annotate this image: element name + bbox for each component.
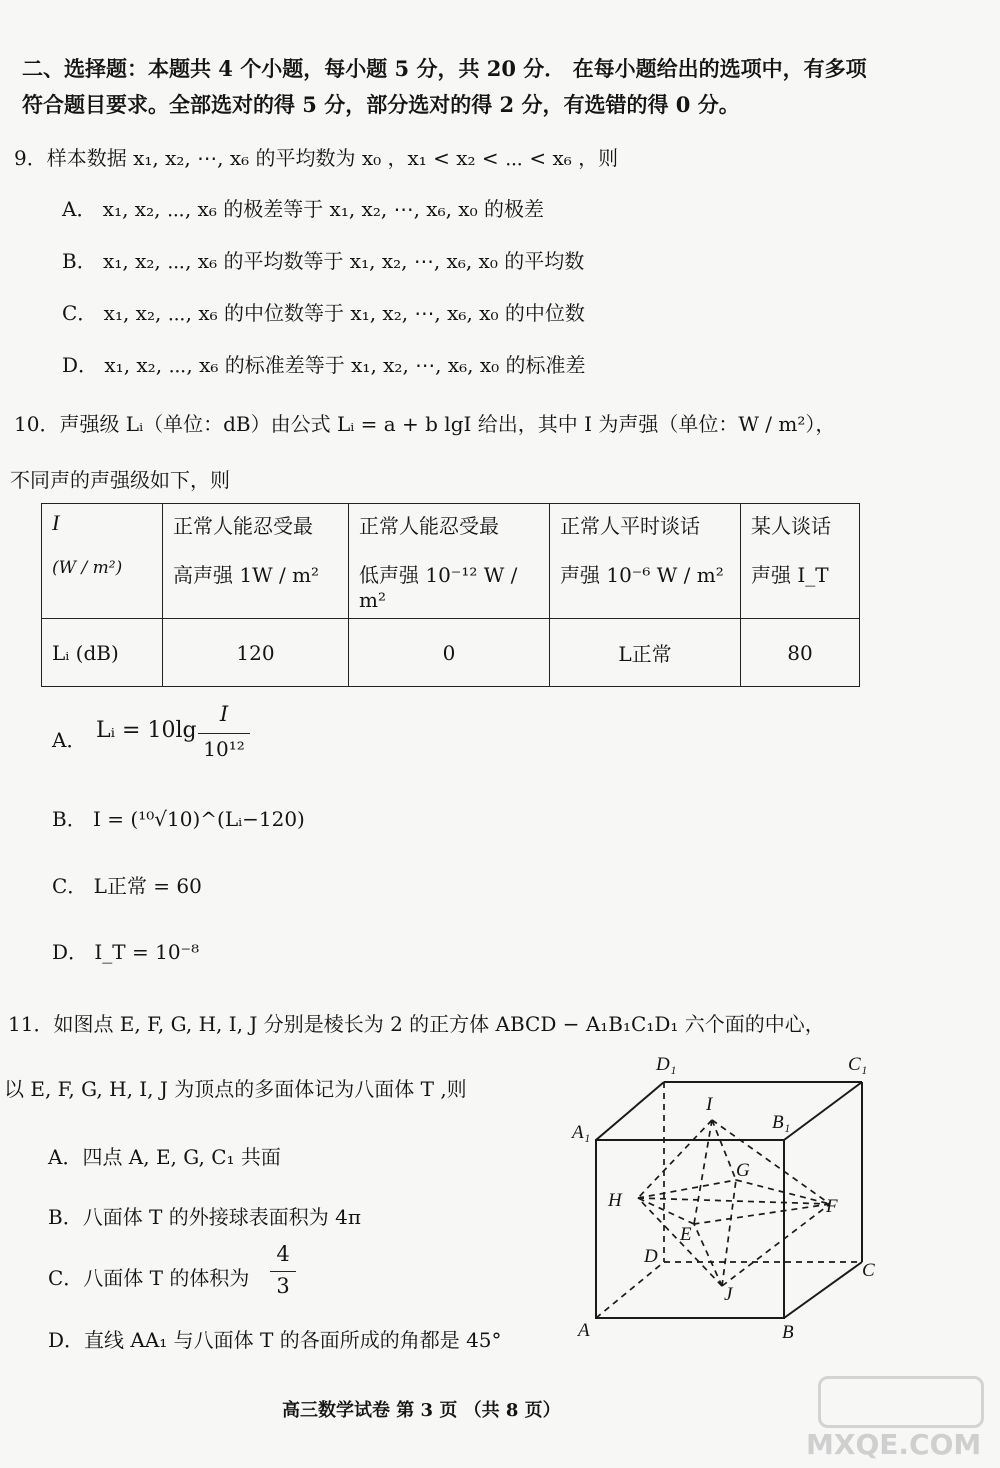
vertex-label-a1: A₁ [572, 1122, 591, 1143]
table-header-text: (W / m²) [52, 558, 123, 578]
watermark-logo-icon [818, 1376, 984, 1428]
octahedron-edge [722, 1180, 736, 1286]
vertex-label-d1: D₁ [656, 1054, 677, 1075]
q10-option-c: C． L正常 = 60 [52, 874, 202, 898]
table-cell: L正常 [550, 619, 741, 687]
vertex-label-c: C [862, 1260, 875, 1281]
q10-option-a-numerator: I [219, 702, 229, 726]
table-header-text: 某人谈话 [751, 514, 831, 538]
octahedron-edge [694, 1204, 830, 1224]
table-header-text: 声强 I_T [751, 563, 829, 587]
table-header-text: 声强 10⁻⁶ W / m² [560, 563, 724, 587]
q9-option-d: D． x₁, x₂, ⋯, x₆ 的标准差等于 x₁, x₂, ⋯, x₆, x₀ 的标准差 [62, 353, 586, 377]
vertex-label-e: E [680, 1224, 692, 1245]
table-header-cell [42, 504, 163, 619]
page-footer: 高三数学试卷 第 3 页 （共 8 页） [282, 1400, 561, 1421]
vertex-label-a: A [578, 1320, 590, 1341]
sound-level-table [41, 503, 860, 687]
q9-stem: 9．样本数据 x₁, x₂, ⋯, x₆ 的平均数为 x₀ ，x₁ < x₂ < ⋯ < x₆ ，则 [14, 146, 619, 170]
cube-edge [784, 1082, 862, 1140]
table-cell: 0 [349, 619, 550, 687]
q9-option-c: C． x₁, x₂, ⋯, x₆ 的中位数等于 x₁, x₂, ⋯, x₆, x₀ 的中位数 [62, 301, 585, 325]
table-header-cell [741, 504, 860, 619]
table-header-text: 正常人平时谈话 [560, 514, 700, 538]
cube-octahedron-figure [560, 1040, 900, 1350]
octahedron-edge [638, 1180, 736, 1198]
q10-stem: 10．声强级 Lᵢ（单位：dB）由公式 Lᵢ = a + b lgI 给出，其中 I 为声强（单位：W / m²）， [14, 412, 836, 436]
q9-option-a: A． x₁, x₂, ⋯, x₆ 的极差等于 x₁, x₂, ⋯, x₆, x₀ 的极差 [62, 197, 544, 221]
fraction-bar [270, 1271, 296, 1272]
vertex-label-b1: B₁ [772, 1112, 791, 1133]
table-row-label: Lᵢ (dB) [42, 619, 163, 687]
table-header-text: I [52, 510, 60, 535]
table-header-text: 高声强 1W / m² [173, 563, 320, 587]
octahedron-edge [694, 1120, 712, 1224]
watermark-text: MXQE.COM [806, 1428, 982, 1461]
vertex-label-g: G [736, 1160, 750, 1181]
fraction-bar [198, 733, 250, 734]
q10-option-a-label: A． [52, 728, 87, 752]
table-header-cell [349, 504, 550, 619]
q11-option-a: A．四点 A, E, G, C₁ 共面 [48, 1145, 281, 1169]
table-header-text: 正常人能忍受最 [173, 514, 313, 538]
table-header-cell [163, 504, 349, 619]
table-cell: 120 [163, 619, 349, 687]
octahedron-edge [694, 1224, 722, 1286]
q10-stem-line2: 不同声的声强级如下，则 [10, 468, 230, 492]
octahedron-edge [638, 1198, 830, 1204]
vertex-label-c1: C₁ [848, 1054, 868, 1075]
q11-stem: 11．如图点 E, F, G, H, I, J 分别是棱长为 2 的正方体 ABCD − A₁B₁C₁D₁ 六个面的中心， [8, 1012, 825, 1036]
octahedron-edge [638, 1198, 694, 1224]
q11-option-c-label: C．八面体 T 的体积为 [48, 1266, 250, 1290]
q10-option-a-lhs: Lᵢ = 10lg [96, 718, 197, 743]
section-heading-line2: 符合题目要求。全部选对的得 5 分，部分选对的得 2 分，有选错的得 0 分。 [22, 92, 740, 117]
q11-stem-line2: 以 E, F, G, H, I, J 为顶点的多面体记为八面体 T ,则 [4, 1077, 467, 1101]
vertex-label-f: F [826, 1196, 838, 1217]
q9-option-b: B． x₁, x₂, ⋯, x₆ 的平均数等于 x₁, x₂, ⋯, x₆, x₀ 的平均数 [62, 249, 585, 273]
table-header-cell [550, 504, 741, 619]
vertex-label-i: I [706, 1094, 713, 1115]
table-header-text: 正常人能忍受最 [359, 514, 499, 538]
q11-option-d: D．直线 AA₁ 与八面体 T 的各面所成的角都是 45° [48, 1328, 502, 1352]
q11-option-b: B．八面体 T 的外接球表面积为 4π [48, 1205, 361, 1229]
q11-option-c-denominator: 3 [276, 1274, 290, 1298]
q10-option-b: B． I = (¹⁰√10)^(Lᵢ−120) [52, 807, 305, 831]
cube-edge [784, 1262, 862, 1318]
vertex-label-d: D [644, 1246, 658, 1267]
q11-option-c-numerator: 4 [276, 1242, 290, 1266]
vertex-label-h: H [608, 1190, 622, 1211]
vertex-label-b: B [782, 1322, 794, 1343]
cube-edge [596, 1082, 664, 1140]
table-header-text: 低声强 10⁻¹² W / m² [359, 563, 518, 612]
section-heading-line1: 二、选择题：本题共 4 个小题，每小题 5 分，共 20 分． 在每小题给出的选项中，有多项 [22, 56, 867, 81]
table-cell: 80 [741, 619, 860, 687]
vertex-label-j: J [724, 1284, 733, 1305]
cube-hidden-edge [596, 1262, 664, 1318]
octahedron-edge [722, 1204, 830, 1286]
q10-option-d: D． I_T = 10⁻⁸ [52, 940, 200, 964]
q10-option-a-denominator: 10¹² [203, 737, 245, 761]
